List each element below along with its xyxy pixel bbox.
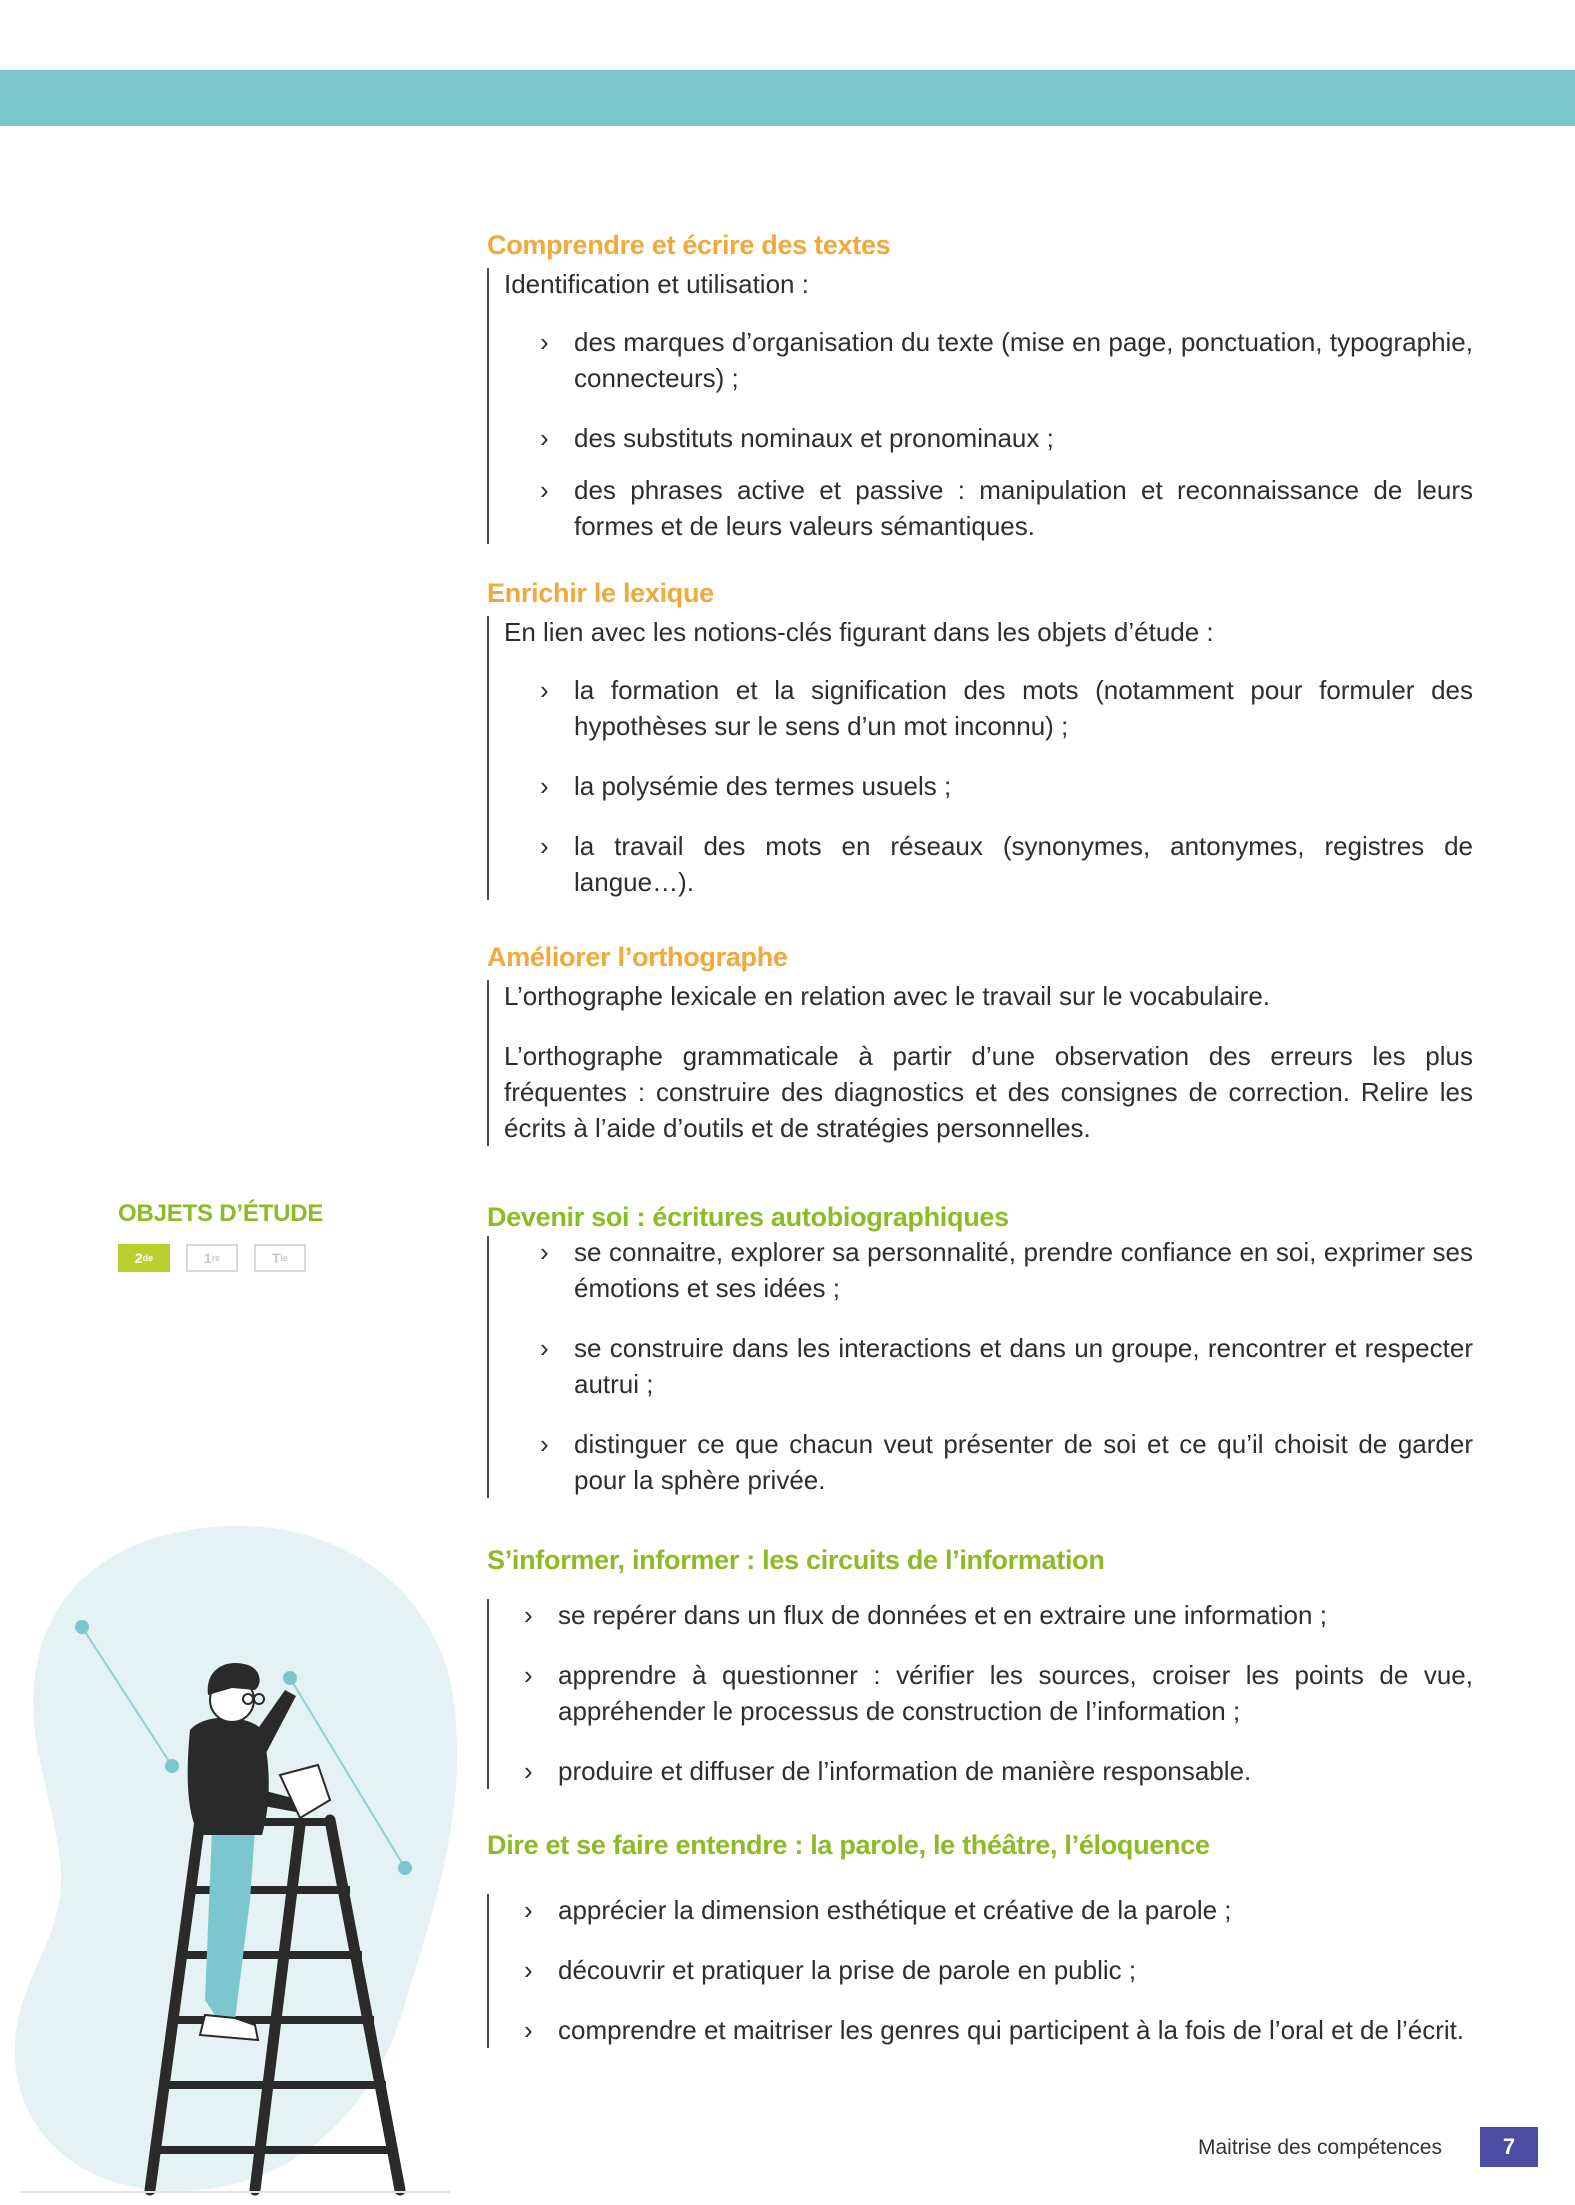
chevron-right-icon: › bbox=[540, 675, 549, 705]
chevron-right-icon: › bbox=[524, 1660, 533, 1690]
section-intro: En lien avec les notions-clés figurant dans les objets d’étude : bbox=[504, 617, 1214, 647]
section-comprendre bbox=[487, 228, 1473, 544]
bullet-list bbox=[504, 1597, 1473, 1789]
section-title: S’informer, informer : les circuits de l’information bbox=[487, 1545, 1105, 1575]
chevron-right-icon: › bbox=[540, 771, 549, 801]
chevron-right-icon: › bbox=[524, 1955, 533, 1985]
page-number: 7 bbox=[1480, 2127, 1538, 2167]
section-title: Comprendre et écrire des textes bbox=[487, 230, 891, 260]
chevron-right-icon: › bbox=[524, 2015, 533, 2045]
list-item: › la polysémie des termes usuels ; bbox=[504, 768, 1473, 804]
chevron-right-icon: › bbox=[524, 1756, 533, 1786]
section-body bbox=[487, 978, 1473, 1146]
bullet-list bbox=[504, 1892, 1473, 2048]
section-title: Devenir soi : écritures autobiographiques bbox=[487, 1202, 1009, 1232]
list-item: › apprendre à questionner : vérifier les sources, croiser les points de vue, appréhender le processus de construction de l’information ; bbox=[504, 1657, 1473, 1729]
section-informer bbox=[487, 1543, 1473, 1789]
level-badge-tle: T le bbox=[254, 1244, 306, 1272]
section-title: Améliorer l’orthographe bbox=[487, 942, 788, 972]
list-item: › des phrases active et passive : manipulation et reconnaissance de leurs formes et de leurs valeurs sémantiques. bbox=[504, 472, 1473, 544]
level-badge-1re: 1 re bbox=[186, 1244, 238, 1272]
section-lexique bbox=[487, 576, 1473, 900]
chevron-right-icon: › bbox=[524, 1600, 533, 1630]
list-item: › distinguer ce que chacun veut présenter de soi et ce qu’il choisit de garder pour la sphère privée. bbox=[504, 1426, 1473, 1498]
list-item: › se construire dans les interactions et dans un groupe, rencontrer et respecter autrui ; bbox=[504, 1330, 1473, 1402]
bullet-list bbox=[504, 672, 1473, 900]
section-body bbox=[487, 1597, 1473, 1789]
section-dire bbox=[487, 1828, 1473, 2048]
paragraph: L’orthographe grammaticale à partir d’une observation des erreurs les plus fréquentes : construire des diagnostics et des consignes de correction. Relire les écrits à l’aide d’outils et de stratégies personnelles. bbox=[504, 1041, 1473, 1143]
list-item: › apprécier la dimension esthétique et créative de la parole ; bbox=[504, 1892, 1473, 1928]
section-body bbox=[487, 1234, 1473, 1498]
section-body bbox=[487, 266, 1473, 544]
chevron-right-icon: › bbox=[540, 1237, 549, 1267]
paragraph: L’orthographe lexicale en relation avec le travail sur le vocabulaire. bbox=[504, 981, 1270, 1011]
list-item: › comprendre et maitriser les genres qui participent à la fois de l’oral et de l’écrit. bbox=[504, 2012, 1473, 2048]
chevron-right-icon: › bbox=[540, 1429, 549, 1459]
section-body bbox=[487, 1892, 1473, 2048]
section-body bbox=[487, 614, 1473, 900]
list-item: › la travail des mots en réseaux (synonymes, antonymes, registres de langue…). bbox=[504, 828, 1473, 900]
objets-etude bbox=[118, 1200, 323, 1272]
chevron-right-icon: › bbox=[540, 475, 549, 505]
chevron-right-icon: › bbox=[540, 327, 549, 357]
list-item: › se repérer dans un flux de données et en extraire une information ; bbox=[504, 1597, 1473, 1633]
level-badge-2de: 2 de bbox=[118, 1244, 170, 1272]
section-orthographe bbox=[487, 940, 1473, 1146]
section-title: Dire et se faire entendre : la parole, le théâtre, l’éloquence bbox=[487, 1830, 1210, 1860]
list-item: › se connaitre, explorer sa personnalité, prendre confiance en soi, exprimer ses émotions et ses idées ; bbox=[504, 1234, 1473, 1306]
chevron-right-icon: › bbox=[540, 831, 549, 861]
objets-etude-title: OBJETS D’ÉTUDE bbox=[118, 1200, 324, 1227]
ladder-person-illustration bbox=[0, 1500, 470, 2205]
bullet-list bbox=[504, 1234, 1473, 1498]
chevron-right-icon: › bbox=[540, 423, 549, 453]
section-devenir-soi bbox=[487, 1200, 1473, 1498]
list-item: › découvrir et pratiquer la prise de parole en public ; bbox=[504, 1952, 1473, 1988]
footer-label: Maitrise des compétences bbox=[1198, 2136, 1442, 2159]
list-item: › la formation et la signification des mots (notamment pour formuler des hypothèses sur le sens d’un mot inconnu) ; bbox=[504, 672, 1473, 744]
chevron-right-icon: › bbox=[524, 1895, 533, 1925]
list-item: › des marques d’organisation du texte (mise en page, ponctuation, typographie, connecteurs) ; bbox=[504, 324, 1473, 396]
bullet-list bbox=[504, 324, 1473, 544]
level-badges bbox=[118, 1244, 323, 1272]
section-intro: Identification et utilisation : bbox=[504, 269, 809, 299]
top-header-bar bbox=[0, 70, 1575, 126]
list-item: › produire et diffuser de l’information de manière responsable. bbox=[504, 1753, 1473, 1789]
list-item: › des substituts nominaux et pronominaux ; bbox=[504, 420, 1473, 456]
chevron-right-icon: › bbox=[540, 1333, 549, 1363]
section-title: Enrichir le lexique bbox=[487, 578, 714, 608]
